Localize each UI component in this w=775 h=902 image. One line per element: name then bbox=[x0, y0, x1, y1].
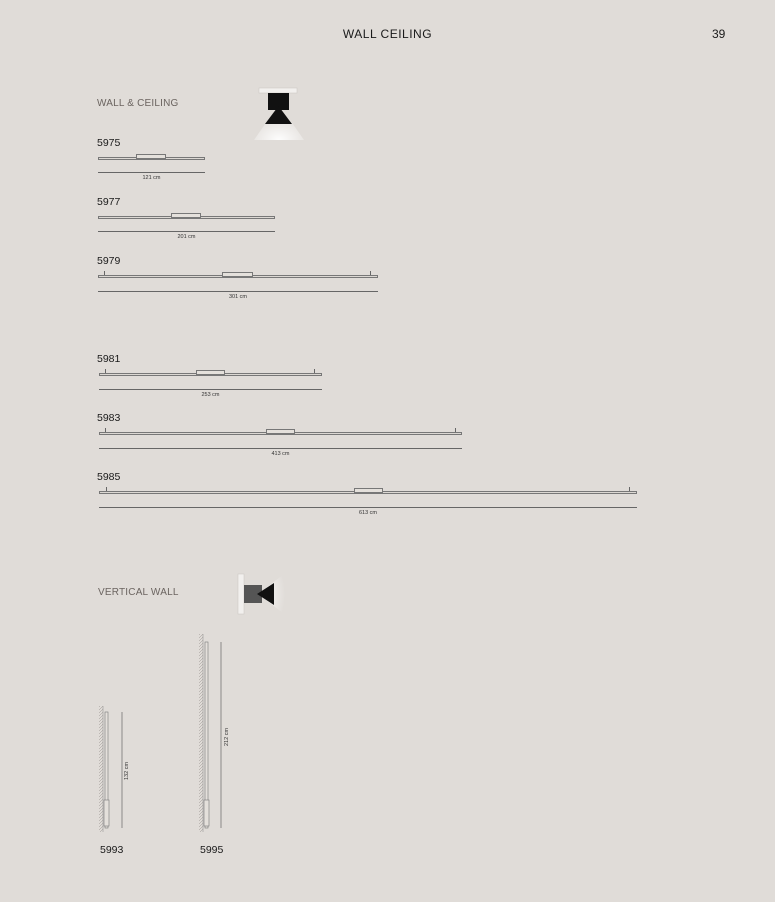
fixture-driver-5985 bbox=[354, 488, 383, 493]
dimension-line-5985 bbox=[99, 507, 637, 508]
product-code-5995: 5995 bbox=[200, 844, 224, 856]
fixture-driver-5977 bbox=[171, 213, 201, 218]
mount-clip bbox=[104, 271, 105, 275]
mount-clip bbox=[370, 271, 371, 275]
fixture-driver-5975 bbox=[136, 154, 166, 159]
product-code-5981: 5981 bbox=[97, 353, 121, 365]
fixture-vertical-5993 bbox=[96, 704, 136, 834]
dimension-label-5993: 132 cm bbox=[124, 761, 130, 780]
fixture-driver-5979 bbox=[222, 272, 253, 277]
product-code-5993: 5993 bbox=[100, 844, 124, 856]
dimension-label-5985: 613 cm bbox=[358, 510, 378, 516]
mount-clip bbox=[105, 428, 106, 432]
wall-spotlight-icon bbox=[236, 566, 296, 622]
dimension-label-5977: 201 cm bbox=[177, 234, 196, 240]
dimension-line-5979 bbox=[98, 291, 378, 292]
ceiling-spotlight-icon bbox=[248, 84, 310, 142]
dimension-label-5981: 253 cm bbox=[201, 392, 220, 398]
dimension-label-5979: 301 cm bbox=[228, 294, 248, 300]
mount-clip bbox=[105, 369, 106, 373]
mount-clip bbox=[314, 369, 315, 373]
product-code-5985: 5985 bbox=[97, 471, 121, 483]
fixture-driver-5983 bbox=[266, 429, 295, 434]
dimension-label-5975: 121 cm bbox=[142, 175, 161, 181]
fixture-vertical-5995 bbox=[196, 632, 236, 834]
product-code-5977: 5977 bbox=[97, 196, 121, 208]
section-label-wall-ceiling: WALL & CEILING bbox=[97, 98, 179, 109]
product-code-5983: 5983 bbox=[97, 412, 121, 424]
product-code-5975: 5975 bbox=[97, 137, 121, 149]
dimension-line-5983 bbox=[99, 448, 462, 449]
dimension-line-5981 bbox=[99, 389, 322, 390]
section-label-vertical-wall: VERTICAL WALL bbox=[98, 587, 179, 598]
fixture-driver-5981 bbox=[196, 370, 225, 375]
mount-clip bbox=[455, 428, 456, 432]
page-header-title: WALL CEILING bbox=[342, 27, 433, 41]
product-code-5979: 5979 bbox=[97, 255, 121, 267]
page-number: 39 bbox=[712, 27, 726, 41]
dimension-line-5977 bbox=[98, 231, 275, 232]
mount-clip bbox=[629, 487, 630, 491]
mount-clip bbox=[106, 487, 107, 491]
dimension-label-5995: 212 cm bbox=[224, 727, 230, 746]
dimension-line-5975 bbox=[98, 172, 205, 173]
dimension-label-5983: 413 cm bbox=[271, 451, 290, 457]
